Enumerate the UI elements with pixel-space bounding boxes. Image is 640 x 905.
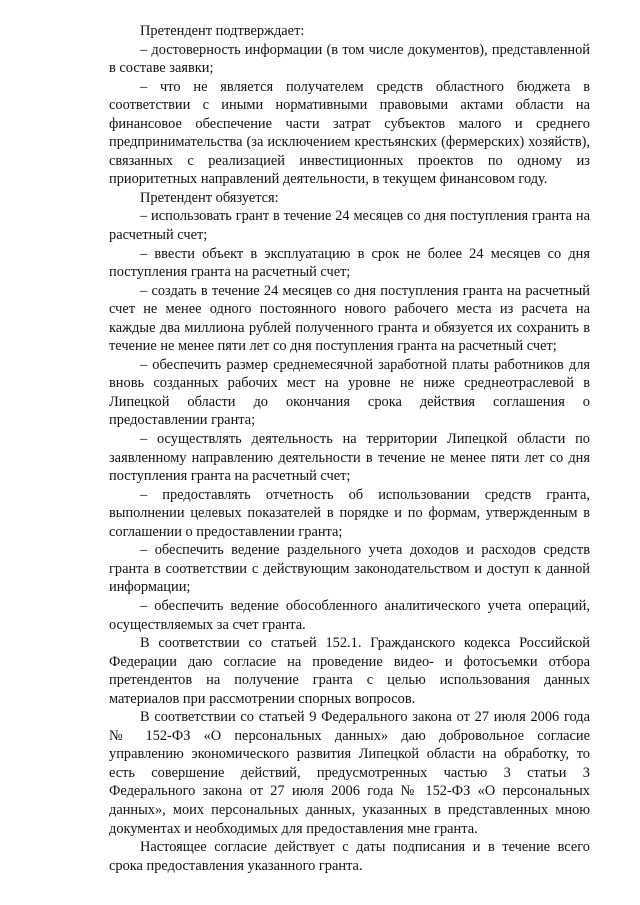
- paragraph-video-consent: В соответствии со статьей 152.1. Гражданского кодекса Российской Федерации даю согласие на проведение видео- и фотосъемки отбора претендентов на получение гранта с целью использования данных материалов при рассмотрении спорных вопросов.: [109, 635, 590, 707]
- paragraph-consent-validity: Настоящее согласие действует с даты подписания и в течение всего срока предоставления указанного гранта.: [109, 839, 590, 874]
- paragraph-operate-in-region: – осуществлять деятельность на территории Липецкой области по заявленному направлению деятельности в течение не менее пяти лет со дня поступления гранта на расчетный счет;: [109, 431, 590, 485]
- paragraph-create-jobs: – создать в течение 24 месяцев со дня поступления гранта на расчетный счет не менее одного постоянного нового рабочего места из расчета на каждые два миллиона рублей полученного гранта и обязуется их сохранить в течение не менее пяти лет со дня поступления гранта на расчетный счет;: [109, 282, 590, 355]
- paragraph-average-salary: – обеспечить размер среднемесячной заработной платы работников для вновь созданных рабочих мест на уровне не ниже среднеотраслевой в Липецкой области до окончания срока действия соглашения о предоставлении гранта;: [109, 356, 590, 429]
- paragraph-use-grant: – использовать грант в течение 24 месяцев со дня поступления гранта на расчетный счет;: [109, 208, 590, 244]
- paragraph-commission-object: – ввести объект в эксплуатацию в срок не более 24 месяцев со дня поступления гранта на расчетный счет;: [109, 245, 590, 281]
- paragraph-reporting: – предоставлять отчетность об использовании средств гранта, выполнении целевых показателей в порядке и по формам, утвержденным в соглашении о предоставлении гранта;: [109, 486, 590, 540]
- paragraph-personal-data-consent: В соответствии со статьей 9 Федерального закона от 27 июля 2006 года № 152-ФЗ «О персональных данных» даю добровольное согласие управлению экономического развития Липецкой области на обработку, то есть совершение действий, предусмотренных частью 3 статьи 3 Федерального закона от 27 июля 2006 года № 152-ФЗ «О персональных данных», моих персональных данных, указанных в представленных мною документах и необходимых для предоставления мне гранта.: [109, 709, 590, 837]
- paragraph-not-budget-recipient: – что не является получателем средств областного бюджета в соответствии с иными нормативными правовыми актами области на финансовое обеспечение части затрат субъектов малого и среднего предпринимательства (за исключением крестьянских (фермерских) хозяйств), связанных с реализацией инвестиционных проектов по одному из приоритетных направлений деятельности, в текущем финансовом году.: [109, 78, 590, 188]
- paragraph-analytical-accounting: – обеспечить ведение обособленного аналитического учета операций, осуществляемых за счет гранта.: [109, 597, 590, 633]
- paragraph-applicant-undertakes: Претендент обязуется:: [140, 189, 279, 206]
- paragraph-applicant-confirms: Претендент подтверждает:: [140, 23, 305, 39]
- paragraph-separate-accounting: – обеспечить ведение раздельного учета доходов и расходов средств гранта в соответствии с действующим законодательством и доступ к данной информации;: [109, 542, 590, 596]
- paragraph-info-reliability: – достоверность информации (в том числе документов), представленной в составе заявки;: [109, 41, 590, 77]
